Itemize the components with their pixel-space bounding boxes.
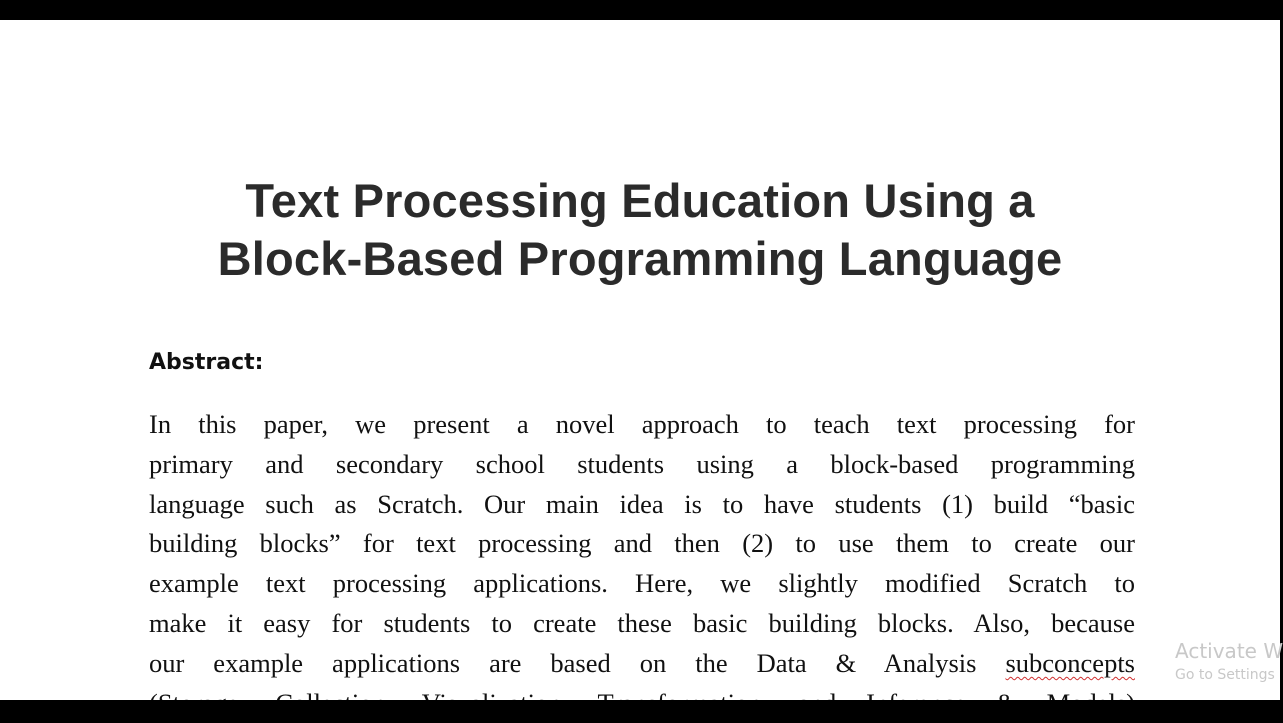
misspelled-word[interactable]: subconcepts: [1005, 647, 1135, 678]
abstract-body: [149, 405, 1135, 723]
paper-title-line-2: Block-Based Programming Language: [217, 232, 1063, 285]
abstract-line: make it easy for students to create these basic building blocks. Also, because: [149, 607, 1135, 638]
abstract-line: building blocks” for text processing and then (2) to use them to create our: [149, 528, 1135, 559]
letterbox-top-bar: [0, 0, 1280, 20]
abstract-line: example text processing applications. Here, we slightly modified Scratch to: [149, 568, 1135, 599]
document-page: [0, 20, 1283, 700]
paper-title-line-1: Text Processing Education Using a: [245, 174, 1035, 227]
abstract-line-with-spell-error: [149, 644, 1135, 684]
activate-windows-watermark: [1175, 638, 1283, 686]
abstract-heading: Abstract:: [149, 350, 264, 375]
abstract-line: language such as Scratch. Our main idea is to have students (1) build “basic: [149, 488, 1135, 519]
abstract-line-text: our example applications are based on the Data & Analysis: [149, 647, 977, 678]
watermark-title: Activate W: [1175, 639, 1283, 663]
abstract-line: In this paper, we present a novel approach to teach text processing for: [149, 409, 1135, 439]
paper-title: [0, 172, 1280, 288]
abstract-line: primary and secondary school students using a block-based programming: [149, 448, 1135, 479]
watermark-subtitle: Go to Settings: [1175, 667, 1275, 683]
letterbox-bottom-bar: [0, 700, 1280, 720]
